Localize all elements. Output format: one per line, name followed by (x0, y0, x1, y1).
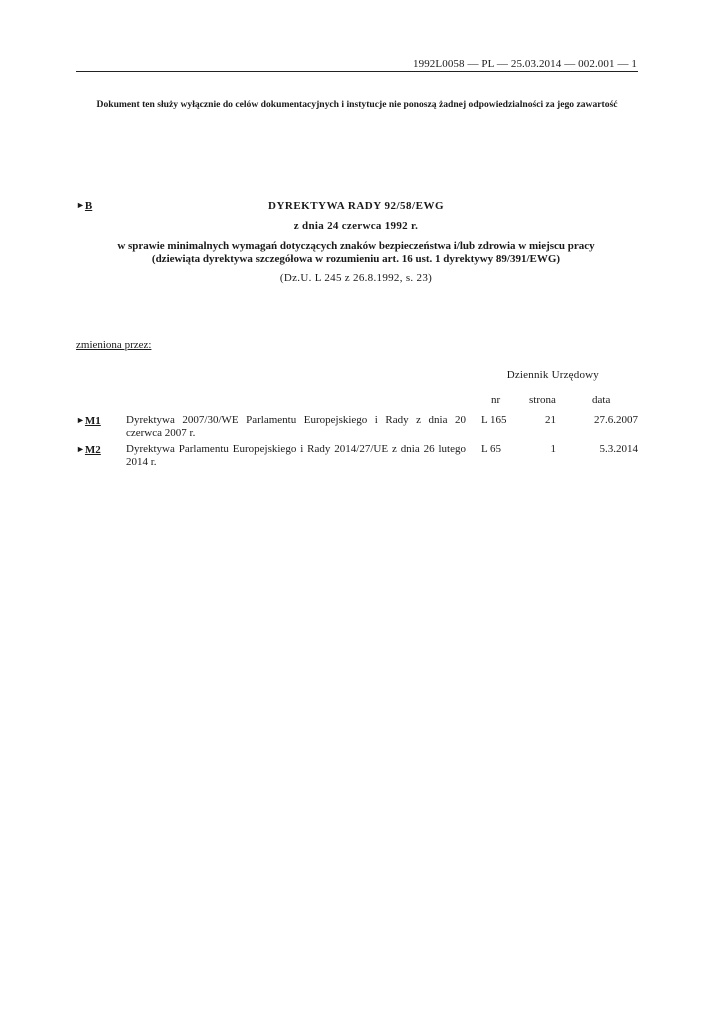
arrow-right-icon: ► (76, 200, 85, 210)
arrow-right-icon: ► (76, 415, 85, 425)
official-journal-reference: (Dz.U. L 245 z 26.8.1992, s. 23) (279, 272, 433, 284)
official-journal-heading: Dziennik Urzędowy (506, 369, 599, 381)
document-reference: 1992L0058 — PL — 25.03.2014 — 002.001 — 1 (413, 58, 637, 70)
amendment-description: Dyrektywa Parlamentu Europejskiego i Rady 2014/27/UE z dnia 26 lutego 2014 r. (126, 443, 466, 468)
column-header-strona: strona (529, 394, 556, 406)
amendment-marker[interactable] (76, 443, 101, 457)
column-header-nr: nr (491, 394, 501, 406)
amendment-marker[interactable] (76, 414, 101, 428)
directive-title: DYREKTYWA RADY 92/58/EWG (268, 200, 444, 212)
amendment-nr: L 65 (481, 443, 502, 455)
amendment-description: Dyrektywa 2007/30/WE Parlamentu Europejskiego i Rady z dnia 20 czerwca 2007 r. (126, 414, 466, 439)
header-divider (76, 71, 638, 72)
base-act-link[interactable]: B (84, 200, 93, 212)
amendment-link-m2[interactable]: M2 (84, 444, 101, 456)
amended-by-label: zmieniona przez: (76, 339, 152, 351)
column-header-data: data (592, 394, 611, 406)
directive-subject: w sprawie minimalnych wymagań dotyczących znaków bezpieczeństwa i/lub zdrowia w miejscu pracy (dziewiąta dyrektywa szczegółowa w rozumieniu art. 16 ust. 1 dyrektywy 89/391/EWG) (117, 240, 595, 265)
amendment-strona: 21 (545, 414, 556, 426)
amendment-date: 5.3.2014 (599, 443, 638, 455)
directive-date: z dnia 24 czerwca 1992 r. (293, 220, 419, 232)
base-act-marker[interactable] (76, 200, 92, 212)
arrow-right-icon: ► (76, 444, 85, 454)
amendment-link-m1[interactable]: M1 (84, 415, 101, 427)
disclaimer: Dokument ten służy wyłącznie do celów dokumentacyjnych i instytucje nie ponoszą żadnej odpowiedzialności za jego zawartość (96, 99, 618, 110)
amendment-date: 27.6.2007 (594, 414, 638, 426)
amendment-nr: L 165 (481, 414, 507, 426)
amendment-strona: 1 (550, 443, 556, 455)
